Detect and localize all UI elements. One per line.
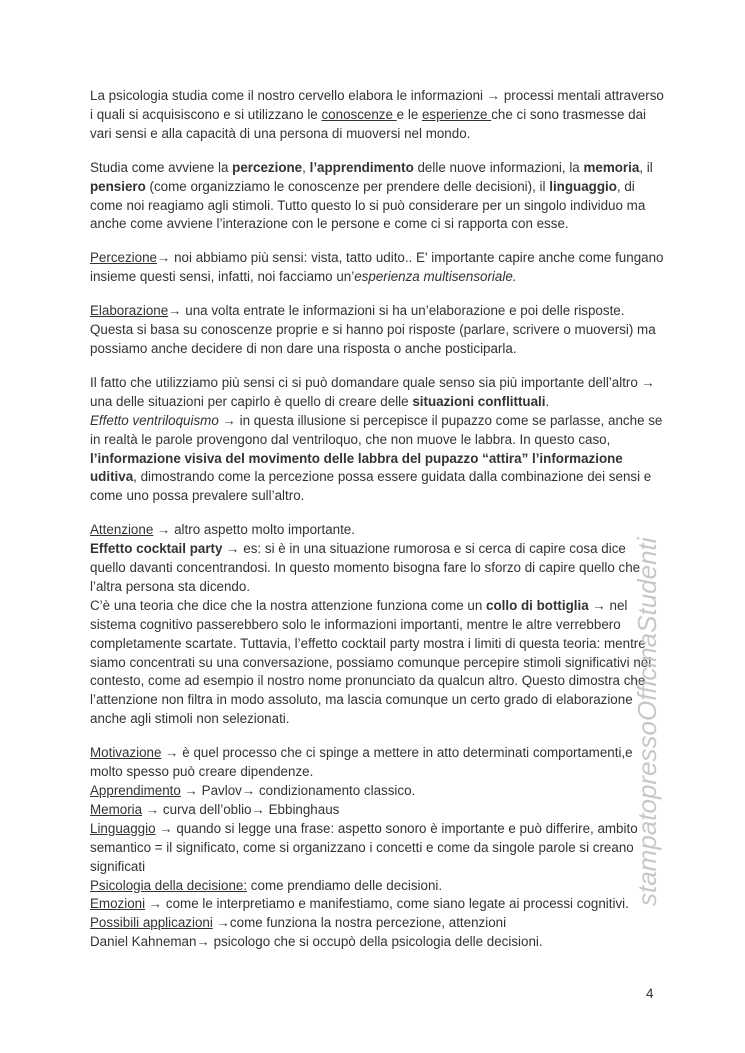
paragraph [90,249,664,287]
text-run: → nel sistema cognitivo passerebbero solo le informazioni importanti, mentre le altre verrebbero completamente scartate. Tuttavia, l’effetto cocktail party mostra i limiti di questa teoria: mentre siamo concentrati su una conversazione, possiamo comunque percepire stimoli significativi nel contesto, come ad esempio il nostro nome pronunciato da qualcun altro. Questo dimostra che l’attenzione non filtra in modo assoluto, ma lascia comunque un certo grado di elaborazione anche agli stimoli non selezionati. [90,597,652,727]
text-run: , il [639,159,653,175]
text-run: Memoria [90,801,143,817]
text-run: esperienza multisensoriale. [354,269,517,285]
text-run: memoria [583,159,640,175]
paragraph [90,744,664,952]
text-run: Effetto ventriloquismo [90,412,219,428]
text-run: → quando si legge una frase: aspetto sonoro è importante e può differire, ambito semantico = il significato, come si organizzano i concetti e come da singole parole si creano significati [90,820,638,874]
text-run: esperienze [421,106,492,122]
text-run: come prendiamo delle decisioni. [247,877,443,893]
text-run: Apprendimento [90,783,181,798]
text-run: Attenzione [90,522,154,538]
text-run: l’apprendimento [309,159,414,175]
text-run: Elaborazione [90,303,169,319]
text-run: → una volta entrate le informazioni si ha un’elaborazione e poi delle risposte. Questa si basa su conoscenze proprie e si hanno poi risposte (parlare, scrivere o muoversi) ma possiamo anche decidere di non dare una risposta o anche posticiparla. [90,303,656,356]
text-run: conoscenze [321,106,397,122]
text-run: →come funziona la nostra percezione, attenzioni [212,915,507,931]
paragraph [90,87,664,144]
document-body [90,87,664,952]
paragraph [90,159,664,235]
text-run: (come organizziamo le conoscenze per prendere delle decisioni), il [145,178,550,194]
text-run: , dimostrando come la percezione possa essere guidata dalla combinazione dei sensi e come uno possa prevalere sull’altro. [90,469,652,504]
paragraph [90,302,664,359]
text-run: → è quel processo che ci spinge a mettere in atto determinati comportamenti,e molto spesso può creare dipendenze. [90,745,633,780]
text-run: e le [396,106,422,122]
text-run: Il fatto che utilizziamo più sensi ci si può domandare quale senso sia più importante dell’altro → una delle situazioni per capirlo è quello di creare delle [90,374,655,409]
text-run: Studia come avviene la [90,159,233,175]
text-run: → altro aspetto molto importante. [153,522,355,538]
text-run: Effetto cocktail party [90,541,223,557]
text-run: che ci sono trasmesse dai vari sensi e alla capacità di una persona di muoversi nel mondo. [90,106,647,141]
text-run: Emozioni [90,896,146,912]
text-run: → curva dell’oblio→ Ebbinghaus [142,801,340,817]
text-run: → es: si è in una situazione rumorosa e si cerca di capire cosa dice quello davanti concentrandosi. In questo momento bisogna fare lo sforzo di capire quello che l’altra persona sta dicendo. [90,541,641,594]
text-run: Percezione [90,250,157,266]
text-run: → noi abbiamo più sensi: vista, tatto udito.. E' importante capire anche come fungano insieme questi sensi, infatti, noi facciamo un’ [90,250,664,285]
text-run: C’è una teoria che dice che la nostra attenzione funziona come un [90,597,487,613]
text-run: collo di bottiglia [486,597,589,613]
text-run: linguaggio [549,178,617,194]
watermark: stampatopressoOfficinaStudenti [632,537,662,906]
text-run: Possibili applicazioni [90,915,213,931]
text-run: → Pavlov→ condizionamento classico. [180,783,416,798]
text-run: → in questa illusione si percepisce il pupazzo come se parlasse, anche se in realtà le parole provengono dal ventriloquo, che non muove le labbra. In questo caso, [90,412,663,447]
text-run: pensiero [90,178,146,194]
paragraph [90,374,664,506]
text-run: , [302,159,310,175]
text-run: delle nuove informazioni, la [413,159,584,175]
text-run: , di come noi reagiamo agli stimoli. Tutto questo lo si può considerare per un singolo individuo ma anche come avviene l’interazione con le persone e come ci si rapporta con esse. [90,178,646,232]
text-run: Psicologia della decisione: [90,877,248,893]
text-run: Motivazione [90,745,162,761]
text-run: Linguaggio [90,820,156,836]
text-run: percezione [232,159,303,175]
text-run: La psicologia studia come il nostro cervello elabora le informazioni → processi mentali attraverso i quali si acquisiscono e si utilizzano le [90,88,664,122]
paragraph [90,521,664,729]
text-run: l’informazione visiva del movimento delle labbra del pupazzo “attira” l’informazione uditiva [90,450,623,485]
text-run: . [545,393,550,409]
text-run: situazioni conflittuali [412,393,546,409]
text-run: Daniel Kahneman→ psicologo che si occupò della psicologia delle decisioni. [90,934,543,950]
text-run: → come le interpretiamo e manifestiamo, come siano legate ai processi cognitivi. [145,896,629,912]
page-number: 4 [646,986,654,1001]
